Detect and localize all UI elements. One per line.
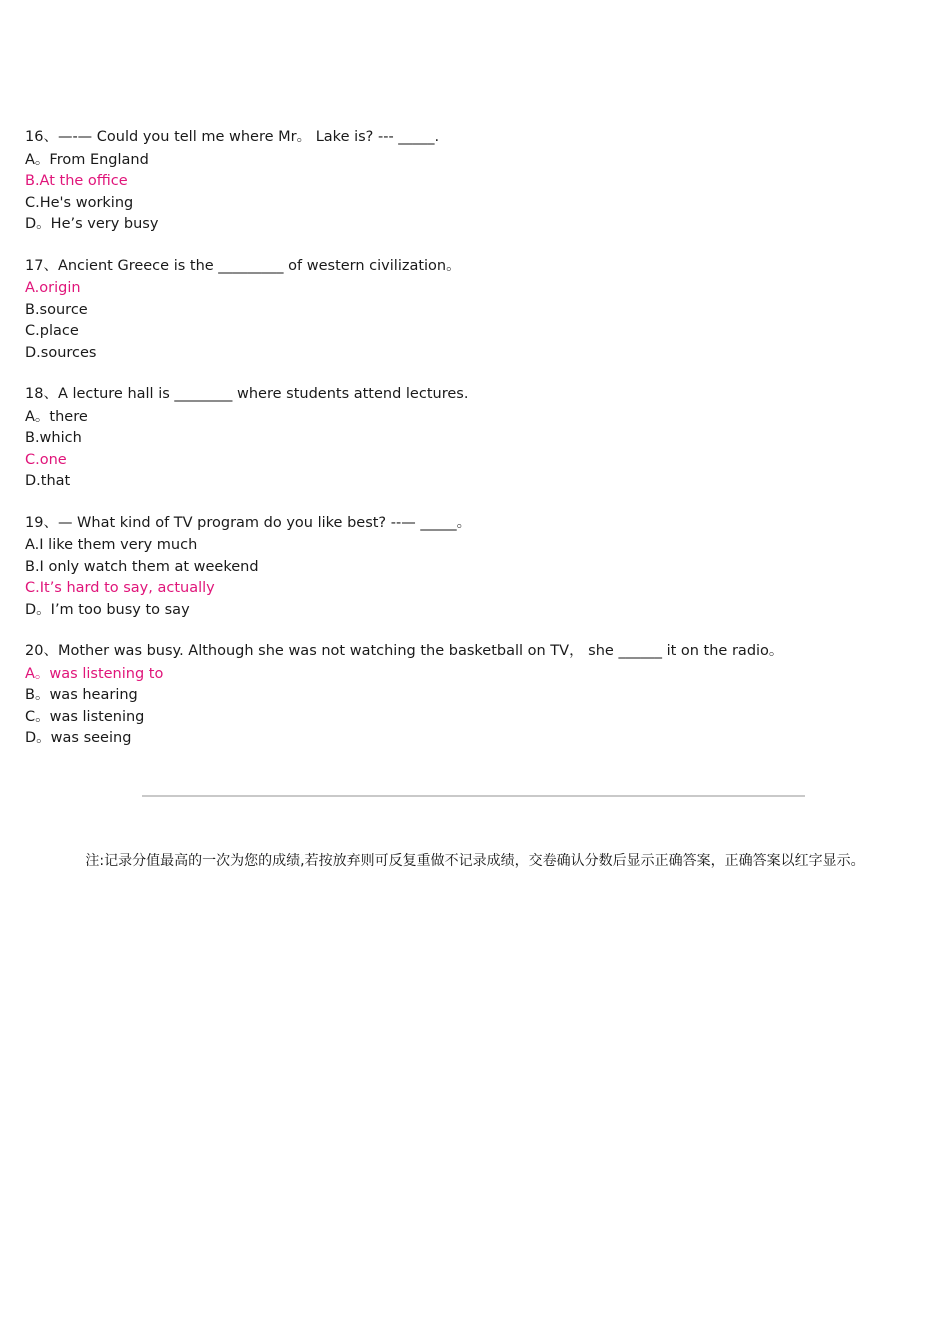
option-c-correct: C.It’s hard to say, actually	[25, 580, 215, 596]
question-19	[25, 513, 925, 622]
question-16	[25, 127, 925, 236]
option-b-correct: B.At the office	[25, 173, 128, 189]
option-d: D.that	[25, 473, 71, 489]
option-c-correct: C.one	[25, 451, 67, 468]
question-18	[25, 384, 925, 493]
option-b: B.I only watch them at weekend	[25, 558, 259, 575]
option-d: D。He’s very busy	[25, 216, 159, 232]
option-b: B.which	[25, 430, 82, 446]
option-a-correct: A.origin	[25, 280, 81, 296]
question-list	[25, 127, 925, 770]
option-b: B。was hearing	[25, 687, 138, 703]
option-a: A。there	[25, 408, 88, 425]
question-stem: 16、—-— Could you tell me where Mr。 Lake is? --- _____.	[25, 129, 440, 145]
question-17	[25, 256, 925, 365]
question-stem: 19、— What kind of TV program do you like best? --— _____。	[25, 514, 472, 531]
option-a-correct: A。was listening to	[25, 665, 164, 682]
option-c: C.place	[25, 323, 79, 339]
option-c: C。was listening	[25, 708, 145, 725]
option-b: B.source	[25, 301, 88, 318]
question-stem: 18、A lecture hall is ________ where students attend lectures.	[25, 386, 469, 402]
question-stem: 17、Ancient Greece is the _________ of western civilization。	[25, 257, 461, 274]
option-d: D.sources	[25, 344, 97, 361]
option-a: A。From England	[25, 151, 149, 168]
section-divider	[142, 795, 805, 797]
option-a: A.I like them very much	[25, 537, 198, 553]
option-d: D。I’m too busy to say	[25, 601, 190, 618]
option-c: C.He's working	[25, 194, 134, 211]
question-stem: 20、Mother was busy. Although she was not watching the basketball on TV， she ______ it on the radio。	[25, 643, 784, 659]
footer-note: 注:记录分值最高的一次为您的成绩,若按放弃则可反复重做不记录成绩，交卷确认分数后显示正确答案，正确答案以红字显示。	[85, 853, 865, 869]
question-20	[25, 641, 925, 750]
option-d: D。was seeing	[25, 730, 132, 746]
